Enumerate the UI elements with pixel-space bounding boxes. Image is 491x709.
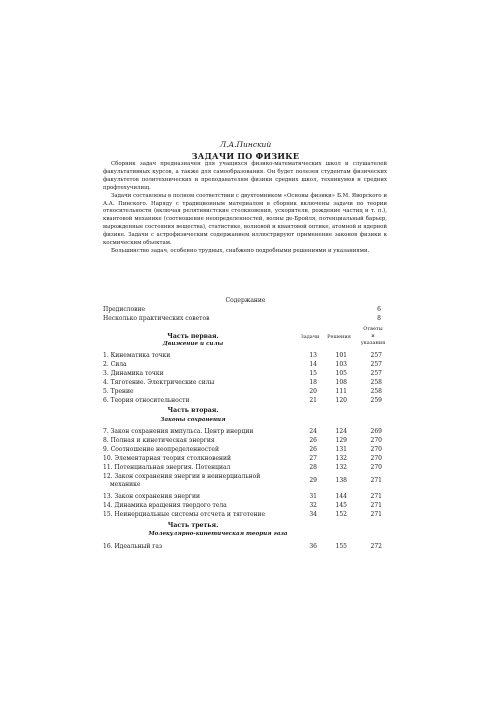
column-answers-3: указания bbox=[360, 340, 386, 346]
toc-row-answers-page: 258 bbox=[370, 379, 382, 386]
toc-row-answers-page: 270 bbox=[370, 446, 382, 453]
toc-row bbox=[103, 361, 387, 370]
toc-row-solutions-page: 103 bbox=[335, 361, 347, 368]
toc-row-answers-page: 271 bbox=[370, 477, 382, 484]
book-title: ЗАДАЧИ ПО ФИЗИКЕ bbox=[191, 151, 300, 161]
column-tasks: Задачи bbox=[300, 334, 320, 340]
part-subtitle: Молекулярно-кинетическая теория газа bbox=[148, 531, 288, 537]
toc-front-label: Предисловие bbox=[103, 306, 146, 313]
toc-row-title: 10. Элементарная теория столкновений bbox=[103, 455, 232, 462]
toc-row-answers-page: 270 bbox=[370, 437, 382, 444]
toc-front-item bbox=[103, 315, 387, 324]
toc-row-answers-page: 270 bbox=[370, 464, 382, 471]
toc-row-title: 16. Идеальный газ bbox=[103, 543, 163, 550]
toc-row-answers-page: 271 bbox=[370, 502, 382, 509]
toc-row-title: 15. Неинерциальные системы отсчета и тяготение bbox=[103, 511, 266, 518]
toc-front-label: Несколько практических советов bbox=[103, 315, 210, 322]
toc-row-tasks-page: 15 bbox=[309, 370, 317, 377]
toc-row bbox=[103, 370, 387, 379]
toc-row-answers-page: 259 bbox=[370, 397, 382, 404]
toc-row-answers-page: 257 bbox=[370, 361, 382, 368]
toc-row-solutions-page: 155 bbox=[335, 543, 347, 550]
toc-row-solutions-page: 120 bbox=[335, 397, 347, 404]
abstract-paragraph: Задачи составлены в полном соответствии с двухтомником «Основы физики» Б.М. Яворского и А.А. Пинского. Наряду с традиционным материалом в сборник включены задачи по теории относительности (включая релятивистские столкновения, ускорители, рождение частиц и т. п.), квантовой механике (соотношение неопределенностей, волны де-Бройля, потенциальный барьер, вырожденные состояния вещества), статистике, волновой и квантовой оптике, атомной и ядерной физике. Задачи с астрофизическим содержанием иллюстрируют применение законов физики к космическим объектам. bbox=[103, 192, 387, 247]
toc-row-solutions-page: 132 bbox=[335, 464, 347, 471]
toc-row-title: 1. Кинематика точки bbox=[103, 352, 171, 359]
toc-row-tasks-page: 36 bbox=[309, 543, 317, 550]
toc-row-tasks-page: 28 bbox=[309, 464, 317, 471]
part-subtitle: Законы сохранения bbox=[160, 417, 226, 423]
toc-front-page: 8 bbox=[377, 315, 381, 322]
column-answers-2: и bbox=[371, 333, 375, 339]
part-title: Часть первая. bbox=[167, 333, 219, 340]
toc-row bbox=[103, 493, 387, 502]
part-subtitle: Движение и силы bbox=[162, 341, 224, 347]
toc-row-solutions-page: 129 bbox=[335, 437, 347, 444]
toc-row-solutions-page: 145 bbox=[335, 502, 347, 509]
abstract-paragraph: Большинство задач, особенно трудных, снабжено подробными решениями и указаниями. bbox=[111, 247, 370, 254]
toc-row-title: 13. Закон сохранения энергии bbox=[103, 493, 200, 500]
toc-row bbox=[103, 455, 387, 464]
abstract bbox=[103, 161, 387, 256]
part-title: Часть третья. bbox=[167, 522, 219, 529]
toc-row bbox=[103, 437, 387, 446]
toc-row bbox=[103, 428, 387, 437]
toc-front-item bbox=[103, 306, 387, 315]
part-title: Часть вторая. bbox=[167, 407, 219, 414]
toc-row-solutions-page: 131 bbox=[335, 446, 347, 453]
toc-row bbox=[103, 511, 387, 520]
toc-row bbox=[103, 388, 387, 397]
toc-row-tasks-page: 24 bbox=[309, 428, 317, 435]
toc-row-title: 3. Динамика точки bbox=[103, 370, 164, 377]
toc-row-answers-page: 257 bbox=[370, 370, 382, 377]
toc-row-answers-page: 271 bbox=[370, 511, 382, 518]
toc-row bbox=[103, 543, 387, 552]
toc-row bbox=[103, 397, 387, 406]
toc-row-solutions-page: 132 bbox=[335, 455, 347, 462]
toc-row-answers-page: 270 bbox=[370, 455, 382, 462]
column-solutions: Решения bbox=[327, 334, 351, 340]
author-name: Л.А.Пинский bbox=[219, 140, 272, 149]
toc-row-title: 8. Полная и кинетическая энергия bbox=[103, 437, 215, 444]
abstract-paragraph: Сборник задач предназначен для учащихся физико-математических школ и слушателей факультативных курсов, а также для самообразования. Он будет полезен студентам физических факультетов политехнических и преподавателям физики средних школ, техникумов и средних профтехучилищ. bbox=[103, 161, 387, 191]
toc-row-title: 14. Динамика вращения твердого тела bbox=[103, 502, 227, 509]
toc-row-answers-page: 258 bbox=[370, 388, 382, 395]
toc-row-tasks-page: 13 bbox=[309, 352, 317, 359]
toc-row bbox=[103, 473, 387, 491]
toc-row-solutions-page: 144 bbox=[335, 493, 347, 500]
toc-row bbox=[103, 502, 387, 511]
toc-row-solutions-page: 108 bbox=[335, 379, 347, 386]
toc-row-tasks-page: 18 bbox=[309, 379, 317, 386]
toc-row-answers-page: 272 bbox=[370, 543, 382, 550]
toc-row-answers-page: 269 bbox=[370, 428, 382, 435]
toc-row-solutions-page: 152 bbox=[335, 511, 347, 518]
toc-row-tasks-page: 34 bbox=[309, 511, 317, 518]
toc-row bbox=[103, 464, 387, 473]
toc-row-tasks-page: 26 bbox=[309, 446, 317, 453]
toc-row-answers-page: 271 bbox=[370, 493, 382, 500]
column-answers-1: Ответы bbox=[363, 326, 383, 332]
toc-row-tasks-page: 29 bbox=[309, 477, 317, 484]
toc-row-tasks-page: 14 bbox=[309, 361, 317, 368]
toc-row-title: 2. Сила bbox=[103, 361, 127, 368]
toc-row-solutions-page: 138 bbox=[335, 477, 347, 484]
toc-row-title: 12. Закон сохранения энергии в неинерциальной bbox=[103, 473, 261, 480]
toc-row-title: 7. Закон сохранения импульса. Центр инерции bbox=[103, 428, 254, 435]
toc-row-solutions-page: 111 bbox=[335, 388, 347, 395]
toc-row-title: 5. Трение bbox=[103, 388, 134, 395]
toc-row-title: 11. Потенциальная энергия. Потенциал bbox=[103, 464, 231, 471]
toc-row-tasks-page: 32 bbox=[309, 502, 317, 509]
toc-row-answers-page: 257 bbox=[370, 352, 382, 359]
toc-row bbox=[103, 379, 387, 388]
toc-row-tasks-page: 31 bbox=[309, 493, 317, 500]
toc-row-solutions-page: 105 bbox=[335, 370, 347, 377]
toc-row-title-continued: механике bbox=[110, 481, 141, 488]
toc-row-tasks-page: 27 bbox=[309, 455, 317, 462]
toc-row-title: 6. Теория относительности bbox=[103, 397, 190, 404]
toc-row-tasks-page: 21 bbox=[309, 397, 317, 404]
contents-title: Содержание bbox=[225, 297, 266, 304]
toc-row-solutions-page: 101 bbox=[335, 352, 347, 359]
toc-row bbox=[103, 352, 387, 361]
toc-row-title: 9. Соотношение неопределенностей bbox=[103, 446, 219, 453]
toc-row-title: 4. Тяготение. Электрические силы bbox=[103, 379, 215, 386]
toc-row-solutions-page: 124 bbox=[335, 428, 347, 435]
toc-front-page: 6 bbox=[377, 306, 381, 313]
toc-row-tasks-page: 20 bbox=[309, 388, 317, 395]
toc-row bbox=[103, 446, 387, 455]
toc-row-tasks-page: 26 bbox=[309, 437, 317, 444]
